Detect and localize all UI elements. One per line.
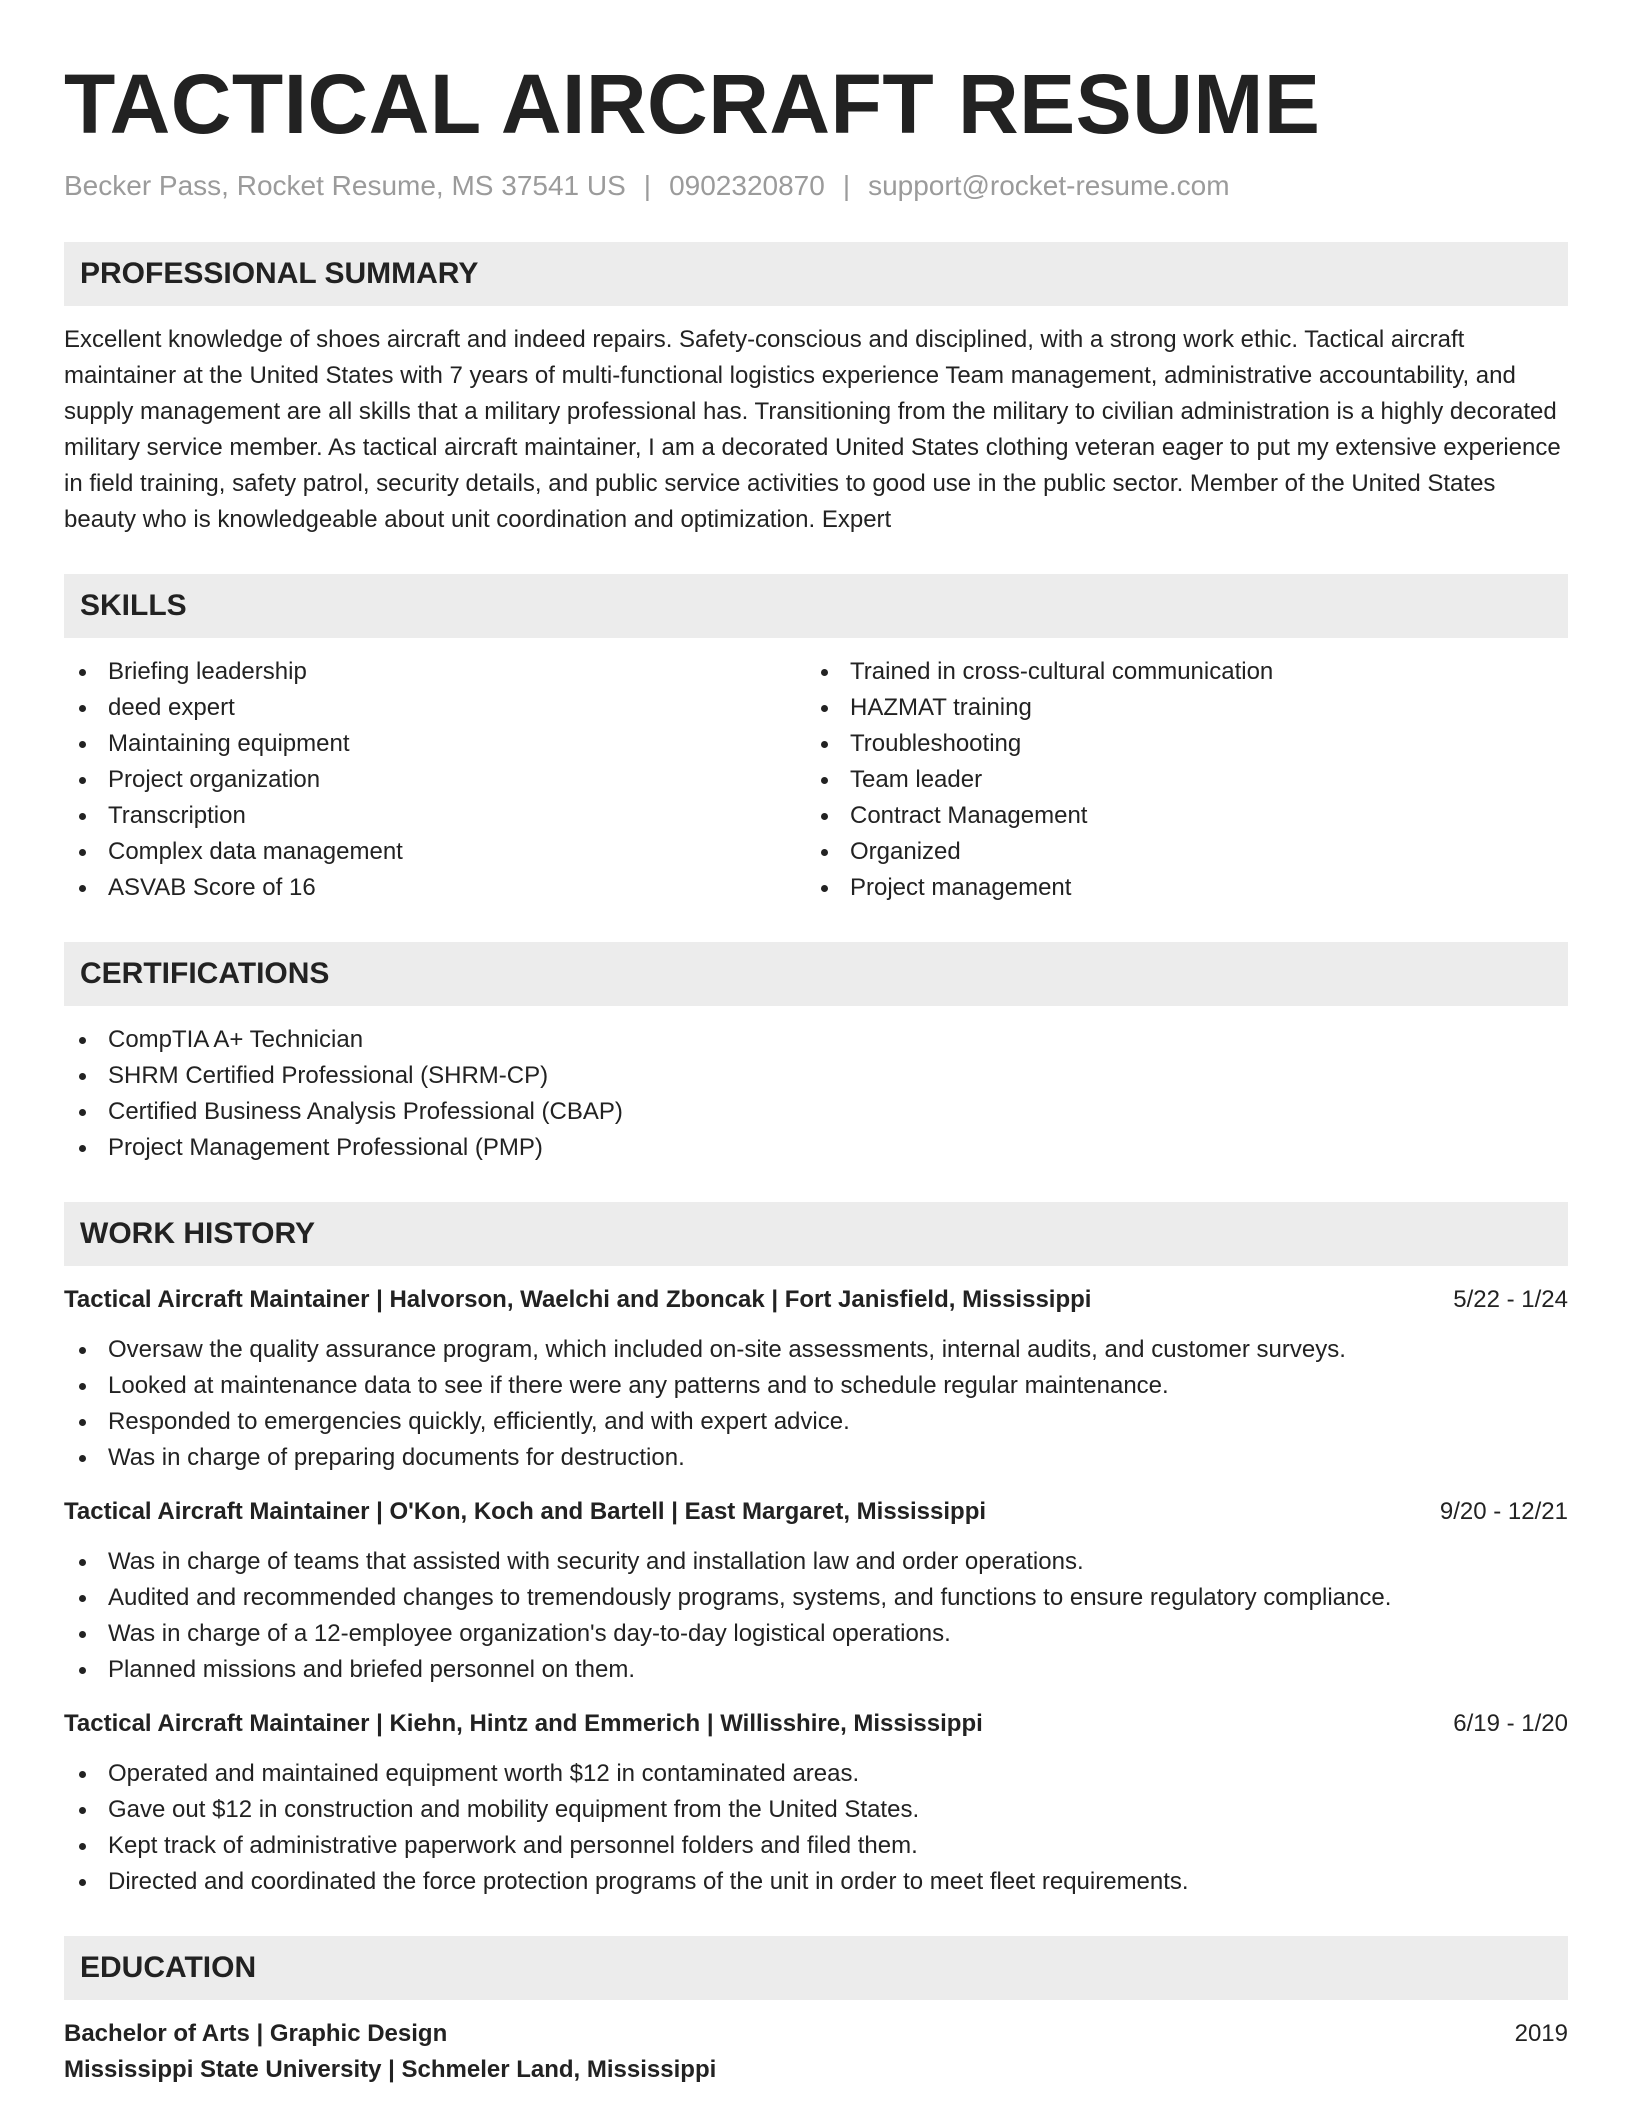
job-bullet: Was in charge of preparing documents for destruction. <box>64 1440 1568 1476</box>
skills-list <box>64 654 1568 906</box>
certification-item: Certified Business Analysis Professional (CBAP) <box>64 1094 1568 1130</box>
job-entry <box>64 1494 1568 1688</box>
job-bullet: Audited and recommended changes to tremendously programs, systems, and functions to ensure regulatory compliance. <box>64 1580 1568 1616</box>
job-header <box>64 1494 1568 1530</box>
skill-item: Team leader <box>806 762 1548 798</box>
job-heading: Tactical Aircraft Maintainer | Kiehn, Hintz and Emmerich | Willisshire, Mississippi <box>64 1710 983 1737</box>
skills-column-left <box>64 654 806 906</box>
job-entry <box>64 1282 1568 1476</box>
skills-column-right <box>806 654 1548 906</box>
job-bullets <box>64 1332 1568 1476</box>
work-history-list <box>64 1282 1568 1900</box>
skill-item: Transcription <box>64 798 806 834</box>
skill-item: Project organization <box>64 762 806 798</box>
education-year: 2019 <box>1514 2020 1568 2047</box>
job-heading: Tactical Aircraft Maintainer | Halvorson, Waelchi and Zboncak | Fort Janisfield, Mississippi <box>64 1286 1092 1313</box>
job-dates: 6/19 - 1/20 <box>1453 1710 1568 1737</box>
skill-item: Briefing leadership <box>64 654 806 690</box>
skill-item: Trained in cross-cultural communication <box>806 654 1548 690</box>
job-bullet: Operated and maintained equipment worth $12 in contaminated areas. <box>64 1756 1568 1792</box>
section-heading-skills: SKILLS <box>64 574 1568 638</box>
job-bullet: Oversaw the quality assurance program, which included on-site assessments, internal audits, and customer surveys. <box>64 1332 1568 1368</box>
section-heading-education: EDUCATION <box>64 1936 1568 2000</box>
job-bullets <box>64 1544 1568 1688</box>
job-bullet: Looked at maintenance data to see if there were any patterns and to schedule regular maintenance. <box>64 1368 1568 1404</box>
certification-item: CompTIA A+ Technician <box>64 1022 1568 1058</box>
job-dates: 5/22 - 1/24 <box>1453 1286 1568 1313</box>
job-dates: 9/20 - 12/21 <box>1439 1498 1568 1525</box>
job-bullet: Planned missions and briefed personnel on them. <box>64 1652 1568 1688</box>
section-heading-summary: PROFESSIONAL SUMMARY <box>64 242 1568 306</box>
job-bullet: Responded to emergencies quickly, efficiently, and with expert advice. <box>64 1404 1568 1440</box>
job-bullet: Was in charge of teams that assisted with security and installation law and order operations. <box>64 1544 1568 1580</box>
job-header <box>64 1706 1568 1742</box>
education-header <box>64 2016 1568 2052</box>
job-entry <box>64 1706 1568 1900</box>
job-bullet: Was in charge of a 12-employee organization's day-to-day logistical operations. <box>64 1616 1568 1652</box>
skill-item: Project management <box>806 870 1548 906</box>
contact-email: support@rocket-resume.com <box>868 170 1230 201</box>
education-school: Mississippi State University | Schmeler Land, Mississippi <box>64 2056 717 2083</box>
resume-title: TACTICAL AIRCRAFT RESUME <box>64 57 1321 151</box>
summary-text: Excellent knowledge of shoes aircraft and indeed repairs. Safety-conscious and disciplined, with a strong work ethic. Tactical aircraft maintainer at the United States with 7 years of multi-functional logistics experience Team management, administrative accountability, and supply management are all skills that a military professional has. Transitioning from the military to civilian administration is a highly decorated military service member. As tactical aircraft maintainer, I am a decorated United States clothing veteran eager to put my extensive experience in field training, safety patrol, security details, and public service activities to good use in the public sector. Member of the United States beauty who is knowledgeable about unit coordination and optimization. Expert <box>64 326 1561 533</box>
skill-item: Maintaining equipment <box>64 726 806 762</box>
job-bullet: Gave out $12 in construction and mobility equipment from the United States. <box>64 1792 1568 1828</box>
job-bullets <box>64 1756 1568 1900</box>
certifications-list <box>64 1022 1568 1166</box>
job-heading: Tactical Aircraft Maintainer | O'Kon, Koch and Bartell | East Margaret, Mississippi <box>64 1498 987 1525</box>
certification-item: Project Management Professional (PMP) <box>64 1130 1568 1166</box>
section-heading-work-history: WORK HISTORY <box>64 1202 1568 1266</box>
skill-item: Contract Management <box>806 798 1548 834</box>
job-header <box>64 1282 1568 1318</box>
contact-address: Becker Pass, Rocket Resume, MS 37541 US <box>64 170 626 201</box>
skill-item: Complex data management <box>64 834 806 870</box>
skill-item: ASVAB Score of 16 <box>64 870 806 906</box>
contact-phone: 0902320870 <box>669 170 825 201</box>
job-bullet: Kept track of administrative paperwork and personnel folders and filed them. <box>64 1828 1568 1864</box>
section-heading-certifications: CERTIFICATIONS <box>64 942 1568 1006</box>
certification-item: SHRM Certified Professional (SHRM-CP) <box>64 1058 1568 1094</box>
skill-item: Troubleshooting <box>806 726 1548 762</box>
contact-separator: | <box>643 170 652 201</box>
skill-item: Organized <box>806 834 1548 870</box>
skill-item: HAZMAT training <box>806 690 1548 726</box>
job-bullet: Directed and coordinated the force protection programs of the unit in order to meet fleet requirements. <box>64 1864 1568 1900</box>
contact-line <box>64 166 1568 206</box>
skill-item: deed expert <box>64 690 806 726</box>
contact-separator: | <box>842 170 851 201</box>
education-degree: Bachelor of Arts | Graphic Design <box>64 2020 448 2047</box>
